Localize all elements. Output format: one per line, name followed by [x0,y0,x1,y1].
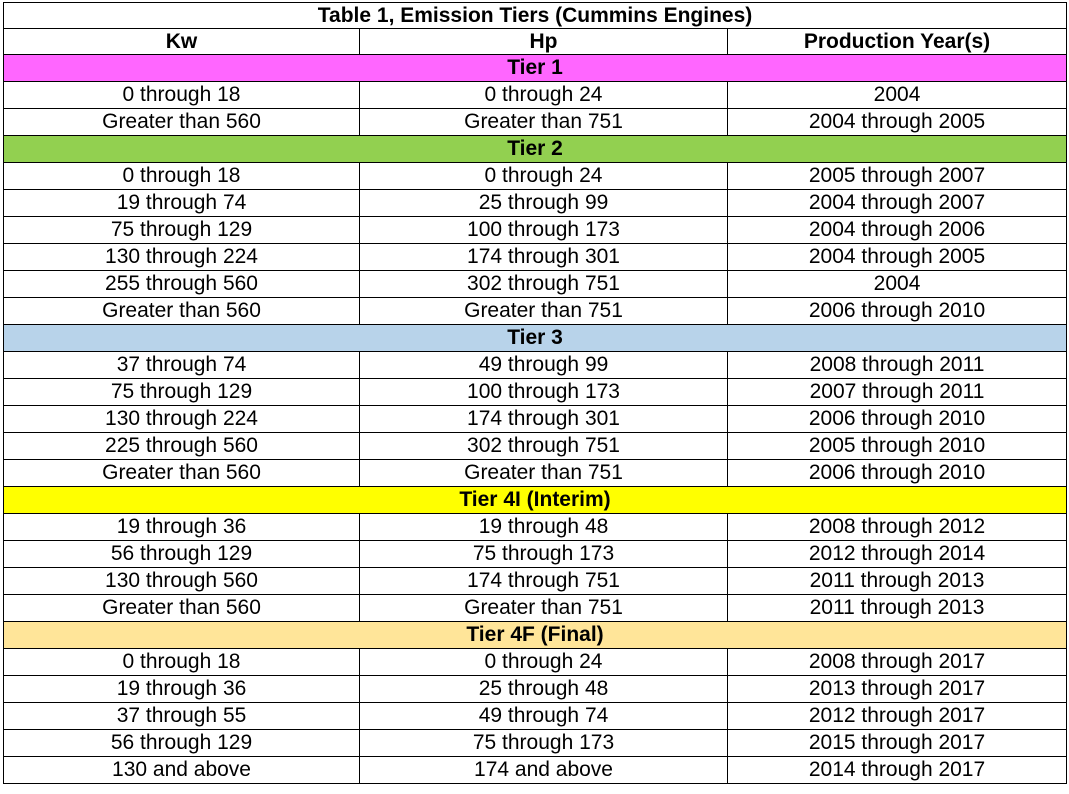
table-row [4,676,1067,703]
table-row [4,757,1067,784]
column-header-row [4,29,1067,55]
hp-cell: 25 through 48 [360,676,728,703]
production-years-cell: 2006 through 2010 [728,460,1067,487]
production-years-cell: 2012 through 2017 [728,703,1067,730]
kw-cell: Greater than 560 [4,595,360,622]
kw-cell: 0 through 18 [4,163,360,190]
kw-cell: 130 and above [4,757,360,784]
tier-label: Tier 4I (Interim) [4,487,1067,514]
kw-cell: 56 through 129 [4,730,360,757]
hp-cell: 174 and above [360,757,728,784]
tier-header-row [4,325,1067,352]
table-row [4,271,1067,298]
hp-cell: 0 through 24 [360,649,728,676]
kw-cell: 19 through 74 [4,190,360,217]
kw-cell: Greater than 560 [4,460,360,487]
tier-header-row [4,487,1067,514]
kw-cell: 56 through 129 [4,541,360,568]
hp-cell: Greater than 751 [360,109,728,136]
production-years-cell: 2008 through 2017 [728,649,1067,676]
column-header-hp: Hp [360,29,728,55]
table-row [4,82,1067,109]
kw-cell: 37 through 55 [4,703,360,730]
kw-cell: 130 through 224 [4,244,360,271]
kw-cell: Greater than 560 [4,109,360,136]
table-row [4,568,1067,595]
kw-cell: 19 through 36 [4,676,360,703]
table-row [4,433,1067,460]
hp-cell: 302 through 751 [360,271,728,298]
hp-cell: 174 through 751 [360,568,728,595]
hp-cell: 49 through 74 [360,703,728,730]
hp-cell: 302 through 751 [360,433,728,460]
kw-cell: 75 through 129 [4,379,360,406]
production-years-cell: 2011 through 2013 [728,568,1067,595]
table-row [4,406,1067,433]
production-years-cell: 2014 through 2017 [728,757,1067,784]
tier-label: Tier 2 [4,136,1067,163]
kw-cell: 255 through 560 [4,271,360,298]
production-years-cell: 2005 through 2007 [728,163,1067,190]
production-years-cell: 2011 through 2013 [728,595,1067,622]
table-row [4,541,1067,568]
hp-cell: Greater than 751 [360,595,728,622]
production-years-cell: 2004 [728,271,1067,298]
tier-header-row [4,136,1067,163]
production-years-cell: 2012 through 2014 [728,541,1067,568]
kw-cell: 0 through 18 [4,82,360,109]
kw-cell: 225 through 560 [4,433,360,460]
kw-cell: 130 through 560 [4,568,360,595]
kw-cell: 75 through 129 [4,217,360,244]
table-row [4,595,1067,622]
kw-cell: 19 through 36 [4,514,360,541]
table-row [4,298,1067,325]
tier-label: Tier 3 [4,325,1067,352]
production-years-cell: 2004 through 2006 [728,217,1067,244]
table-row [4,190,1067,217]
production-years-cell: 2013 through 2017 [728,676,1067,703]
table-row [4,244,1067,271]
production-years-cell: 2005 through 2010 [728,433,1067,460]
production-years-cell: 2006 through 2010 [728,406,1067,433]
production-years-cell: 2008 through 2012 [728,514,1067,541]
hp-cell: 100 through 173 [360,217,728,244]
production-years-cell: 2015 through 2017 [728,730,1067,757]
table-row [4,379,1067,406]
hp-cell: 0 through 24 [360,82,728,109]
production-years-cell: 2006 through 2010 [728,298,1067,325]
hp-cell: 174 through 301 [360,406,728,433]
production-years-cell: 2004 through 2007 [728,190,1067,217]
hp-cell: 19 through 48 [360,514,728,541]
table-row [4,352,1067,379]
tier-header-row [4,55,1067,82]
emission-tiers-table [3,2,1067,784]
tier-header-row [4,622,1067,649]
hp-cell: Greater than 751 [360,460,728,487]
hp-cell: 75 through 173 [360,730,728,757]
table-row [4,460,1067,487]
hp-cell: 0 through 24 [360,163,728,190]
table-row [4,730,1067,757]
kw-cell: 0 through 18 [4,649,360,676]
production-years-cell: 2004 through 2005 [728,244,1067,271]
table-row [4,163,1067,190]
kw-cell: Greater than 560 [4,298,360,325]
table-row [4,217,1067,244]
table-row [4,703,1067,730]
tier-label: Tier 1 [4,55,1067,82]
production-years-cell: 2004 through 2005 [728,109,1067,136]
hp-cell: 75 through 173 [360,541,728,568]
production-years-cell: 2007 through 2011 [728,379,1067,406]
table-row [4,109,1067,136]
production-years-cell: 2004 [728,82,1067,109]
table-row [4,514,1067,541]
column-header-production-years: Production Year(s) [728,29,1067,55]
hp-cell: Greater than 751 [360,298,728,325]
hp-cell: 25 through 99 [360,190,728,217]
hp-cell: 100 through 173 [360,379,728,406]
table-title-row [4,3,1067,29]
kw-cell: 37 through 74 [4,352,360,379]
table-title: Table 1, Emission Tiers (Cummins Engines) [4,3,1067,29]
hp-cell: 174 through 301 [360,244,728,271]
table-row [4,649,1067,676]
kw-cell: 130 through 224 [4,406,360,433]
table-body [4,3,1067,784]
tier-label: Tier 4F (Final) [4,622,1067,649]
column-header-kw: Kw [4,29,360,55]
production-years-cell: 2008 through 2011 [728,352,1067,379]
hp-cell: 49 through 99 [360,352,728,379]
